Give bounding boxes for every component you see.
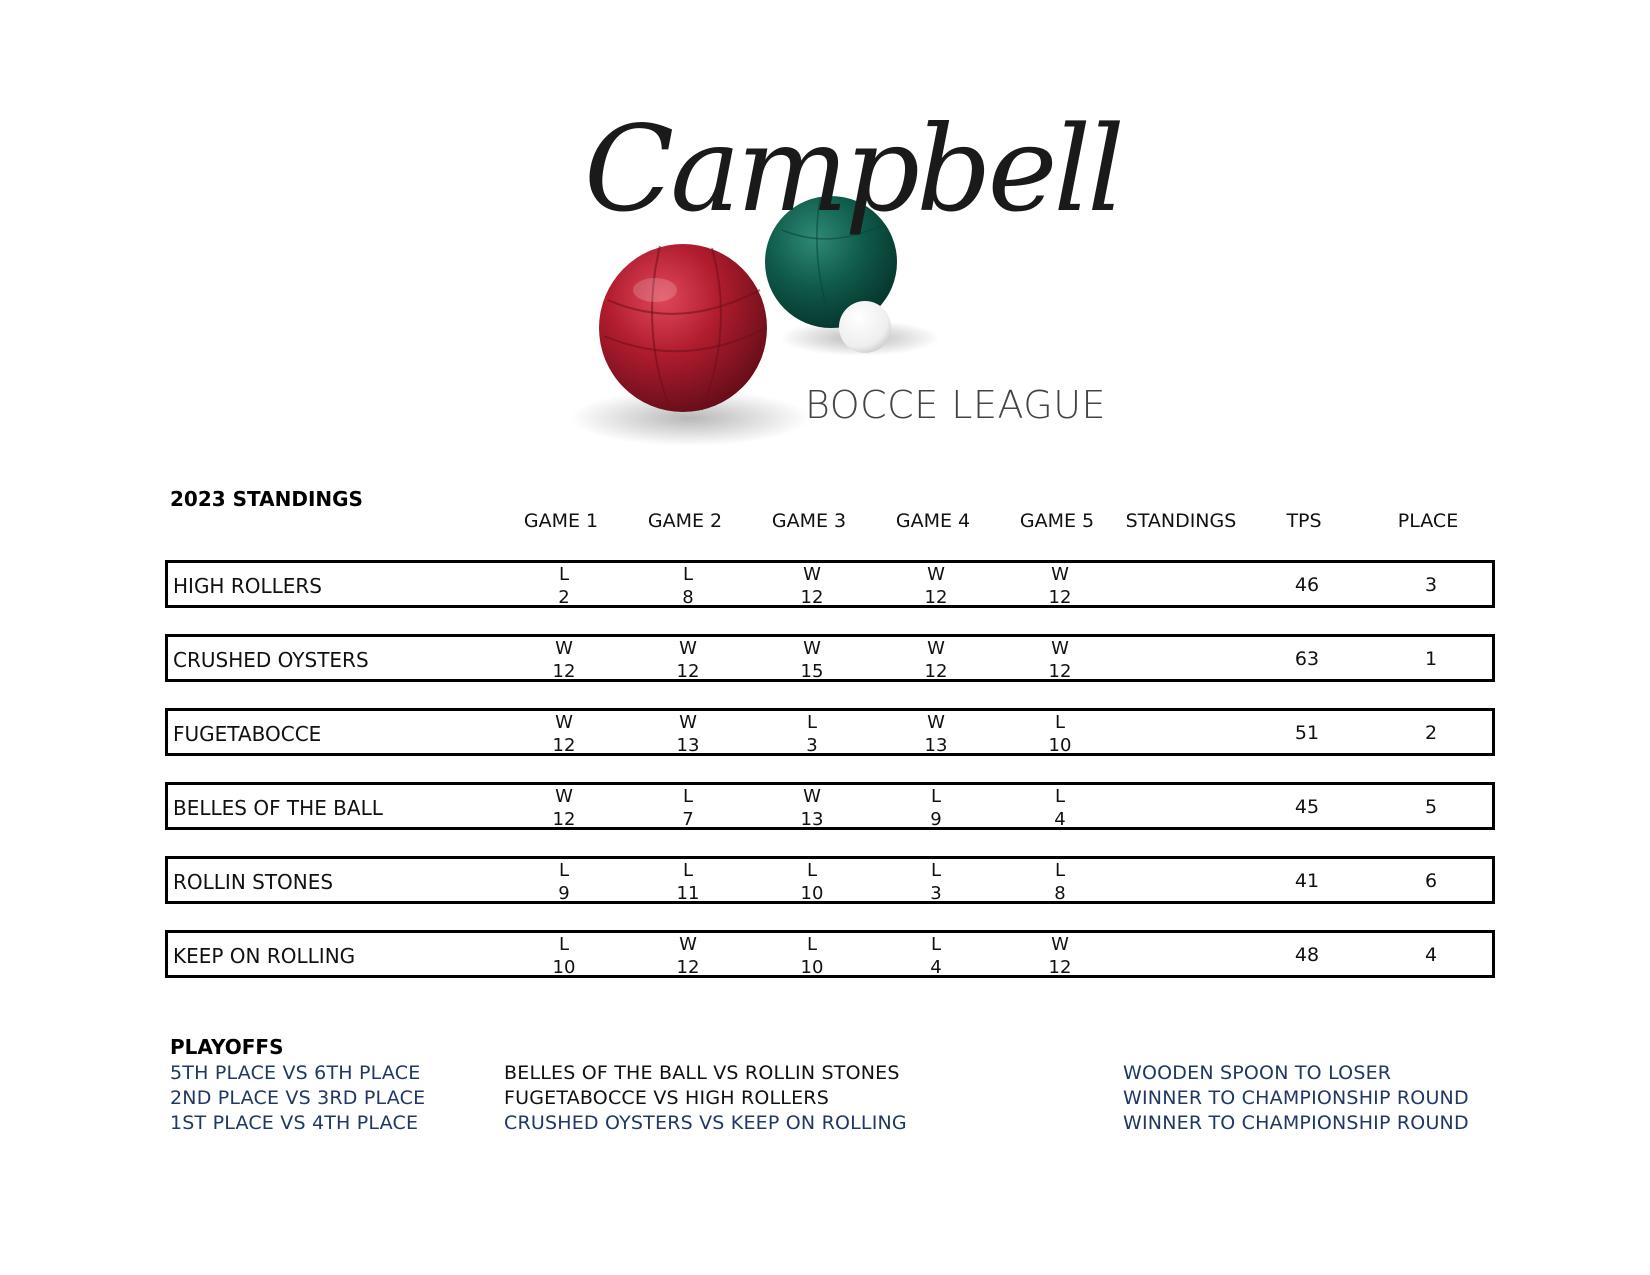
game-score: 12: [676, 661, 700, 682]
team-name: BELLES OF THE BALL: [173, 796, 383, 820]
game-score: 3: [806, 735, 818, 756]
game-score: 13: [800, 809, 824, 830]
column-header-game-2: GAME 2: [647, 510, 723, 532]
game-score: 15: [800, 661, 824, 682]
game-score: 10: [1048, 735, 1072, 756]
game-score: 8: [682, 587, 694, 608]
game-result: W: [803, 786, 821, 807]
playoff-seeding: 1ST PLACE VS 4TH PLACE: [170, 1112, 419, 1134]
game-result: L: [558, 564, 570, 585]
game-2-cell: [658, 785, 718, 831]
place-cell: 6: [1424, 870, 1438, 892]
team-name: ROLLIN STONES: [173, 870, 334, 894]
game-score: 12: [1048, 957, 1072, 978]
game-3-cell: [782, 711, 842, 757]
game-result: W: [927, 638, 945, 659]
game-4-cell: [906, 859, 966, 905]
team-row: [165, 782, 1495, 830]
game-result: L: [682, 564, 694, 585]
team-name: KEEP ON ROLLING: [173, 944, 356, 968]
team-name: FUGETABOCCE: [173, 722, 322, 746]
game-score: 12: [1048, 661, 1072, 682]
playoff-match: [0, 1087, 1650, 1112]
game-5-cell: [1030, 563, 1090, 609]
game-score: 13: [924, 735, 948, 756]
game-3-cell: [782, 859, 842, 905]
game-score: 12: [676, 957, 700, 978]
game-1-cell: [534, 563, 594, 609]
playoff-seeding: 5TH PLACE VS 6TH PLACE: [170, 1062, 421, 1084]
game-result: W: [803, 564, 821, 585]
game-result: W: [555, 712, 573, 733]
playoff-outcome: WINNER TO CHAMPIONSHIP ROUND: [1123, 1087, 1469, 1109]
game-score: 12: [924, 661, 948, 682]
game-score: 12: [552, 735, 576, 756]
game-result: W: [555, 786, 573, 807]
game-score: 8: [1054, 883, 1066, 904]
white-pallino-ball: [839, 301, 891, 353]
column-header-tps: TPS: [1286, 510, 1322, 532]
standings-table: [165, 560, 1495, 1004]
tps-cell: 46: [1294, 574, 1320, 596]
playoff-teams: CRUSHED OYSTERS VS KEEP ON ROLLING: [504, 1112, 907, 1134]
game-score: 13: [676, 735, 700, 756]
game-result: L: [558, 860, 570, 881]
game-result: W: [927, 712, 945, 733]
game-4-cell: [906, 785, 966, 831]
game-result: L: [930, 786, 942, 807]
game-score: 9: [558, 883, 570, 904]
game-score: 12: [924, 587, 948, 608]
game-2-cell: [658, 933, 718, 979]
game-5-cell: [1030, 933, 1090, 979]
standings-title: 2023 STANDINGS: [170, 487, 363, 511]
standings-header-row: [0, 510, 1650, 538]
game-score: 2: [558, 587, 570, 608]
team-row: [165, 708, 1495, 756]
team-row: [165, 560, 1495, 608]
league-logo: [560, 100, 1120, 480]
game-result: W: [679, 638, 697, 659]
game-result: W: [1051, 934, 1069, 955]
game-5-cell: [1030, 785, 1090, 831]
game-score: 12: [552, 661, 576, 682]
game-3-cell: [782, 637, 842, 683]
tps-cell: 63: [1294, 648, 1320, 670]
game-result: L: [806, 860, 818, 881]
game-3-cell: [782, 563, 842, 609]
team-row: [165, 634, 1495, 682]
game-result: L: [1054, 860, 1066, 881]
game-4-cell: [906, 563, 966, 609]
game-3-cell: [782, 785, 842, 831]
playoffs-list: [0, 1062, 1650, 1137]
game-result: W: [679, 712, 697, 733]
place-cell: 4: [1424, 944, 1438, 966]
red-bocce-ball: [599, 244, 767, 412]
tps-cell: 51: [1294, 722, 1320, 744]
column-header-standings: STANDINGS: [1125, 510, 1237, 532]
game-2-cell: [658, 711, 718, 757]
team-name: HIGH ROLLERS: [173, 574, 322, 598]
game-result: W: [1051, 638, 1069, 659]
playoff-match: [0, 1112, 1650, 1137]
tps-cell: 45: [1294, 796, 1320, 818]
game-score: 4: [930, 957, 942, 978]
logo-script-text: Campbell: [584, 100, 1121, 238]
game-result: L: [1054, 712, 1066, 733]
game-result: W: [1051, 564, 1069, 585]
game-1-cell: [534, 637, 594, 683]
game-result: W: [555, 638, 573, 659]
game-1-cell: [534, 711, 594, 757]
game-1-cell: [534, 859, 594, 905]
team-row: [165, 856, 1495, 904]
game-score: 10: [800, 957, 824, 978]
team-row: [165, 930, 1495, 978]
column-header-game-4: GAME 4: [895, 510, 971, 532]
playoff-outcome: WOODEN SPOON TO LOSER: [1123, 1062, 1392, 1084]
game-5-cell: [1030, 711, 1090, 757]
game-score: 7: [682, 809, 694, 830]
game-result: L: [1054, 786, 1066, 807]
game-3-cell: [782, 933, 842, 979]
playoff-teams: BELLES OF THE BALL VS ROLLIN STONES: [504, 1062, 900, 1084]
playoff-seeding: 2ND PLACE VS 3RD PLACE: [170, 1087, 426, 1109]
game-4-cell: [906, 711, 966, 757]
playoff-match: [0, 1062, 1650, 1087]
game-score: 10: [800, 883, 824, 904]
game-5-cell: [1030, 637, 1090, 683]
game-result: L: [806, 712, 818, 733]
game-1-cell: [534, 785, 594, 831]
place-cell: 3: [1424, 574, 1438, 596]
game-1-cell: [534, 933, 594, 979]
playoffs-title: PLAYOFFS: [170, 1035, 284, 1059]
game-2-cell: [658, 859, 718, 905]
game-2-cell: [658, 637, 718, 683]
game-score: 10: [552, 957, 576, 978]
game-result: W: [803, 638, 821, 659]
column-header-game-1: GAME 1: [523, 510, 599, 532]
tps-cell: 48: [1294, 944, 1320, 966]
game-result: L: [682, 860, 694, 881]
game-score: 12: [552, 809, 576, 830]
game-5-cell: [1030, 859, 1090, 905]
column-header-place: PLACE: [1397, 510, 1459, 532]
place-cell: 1: [1424, 648, 1438, 670]
game-4-cell: [906, 637, 966, 683]
game-2-cell: [658, 563, 718, 609]
game-4-cell: [906, 933, 966, 979]
game-result: W: [927, 564, 945, 585]
place-cell: 5: [1424, 796, 1438, 818]
column-header-game-3: GAME 3: [771, 510, 847, 532]
game-result: L: [930, 934, 942, 955]
game-result: L: [806, 934, 818, 955]
team-name: CRUSHED OYSTERS: [173, 648, 369, 672]
game-result: L: [930, 860, 942, 881]
playoff-outcome: WINNER TO CHAMPIONSHIP ROUND: [1123, 1112, 1469, 1134]
place-cell: 2: [1424, 722, 1438, 744]
tps-cell: 41: [1294, 870, 1320, 892]
game-score: 4: [1054, 809, 1066, 830]
logo-subtitle: BOCCE LEAGUE: [805, 383, 1107, 427]
game-score: 12: [1048, 587, 1072, 608]
game-result: L: [682, 786, 694, 807]
game-score: 3: [930, 883, 942, 904]
playoff-teams: FUGETABOCCE VS HIGH ROLLERS: [504, 1087, 829, 1109]
game-score: 12: [800, 587, 824, 608]
game-result: L: [558, 934, 570, 955]
game-score: 11: [676, 883, 700, 904]
game-score: 9: [930, 809, 942, 830]
column-header-game-5: GAME 5: [1019, 510, 1095, 532]
game-result: W: [679, 934, 697, 955]
